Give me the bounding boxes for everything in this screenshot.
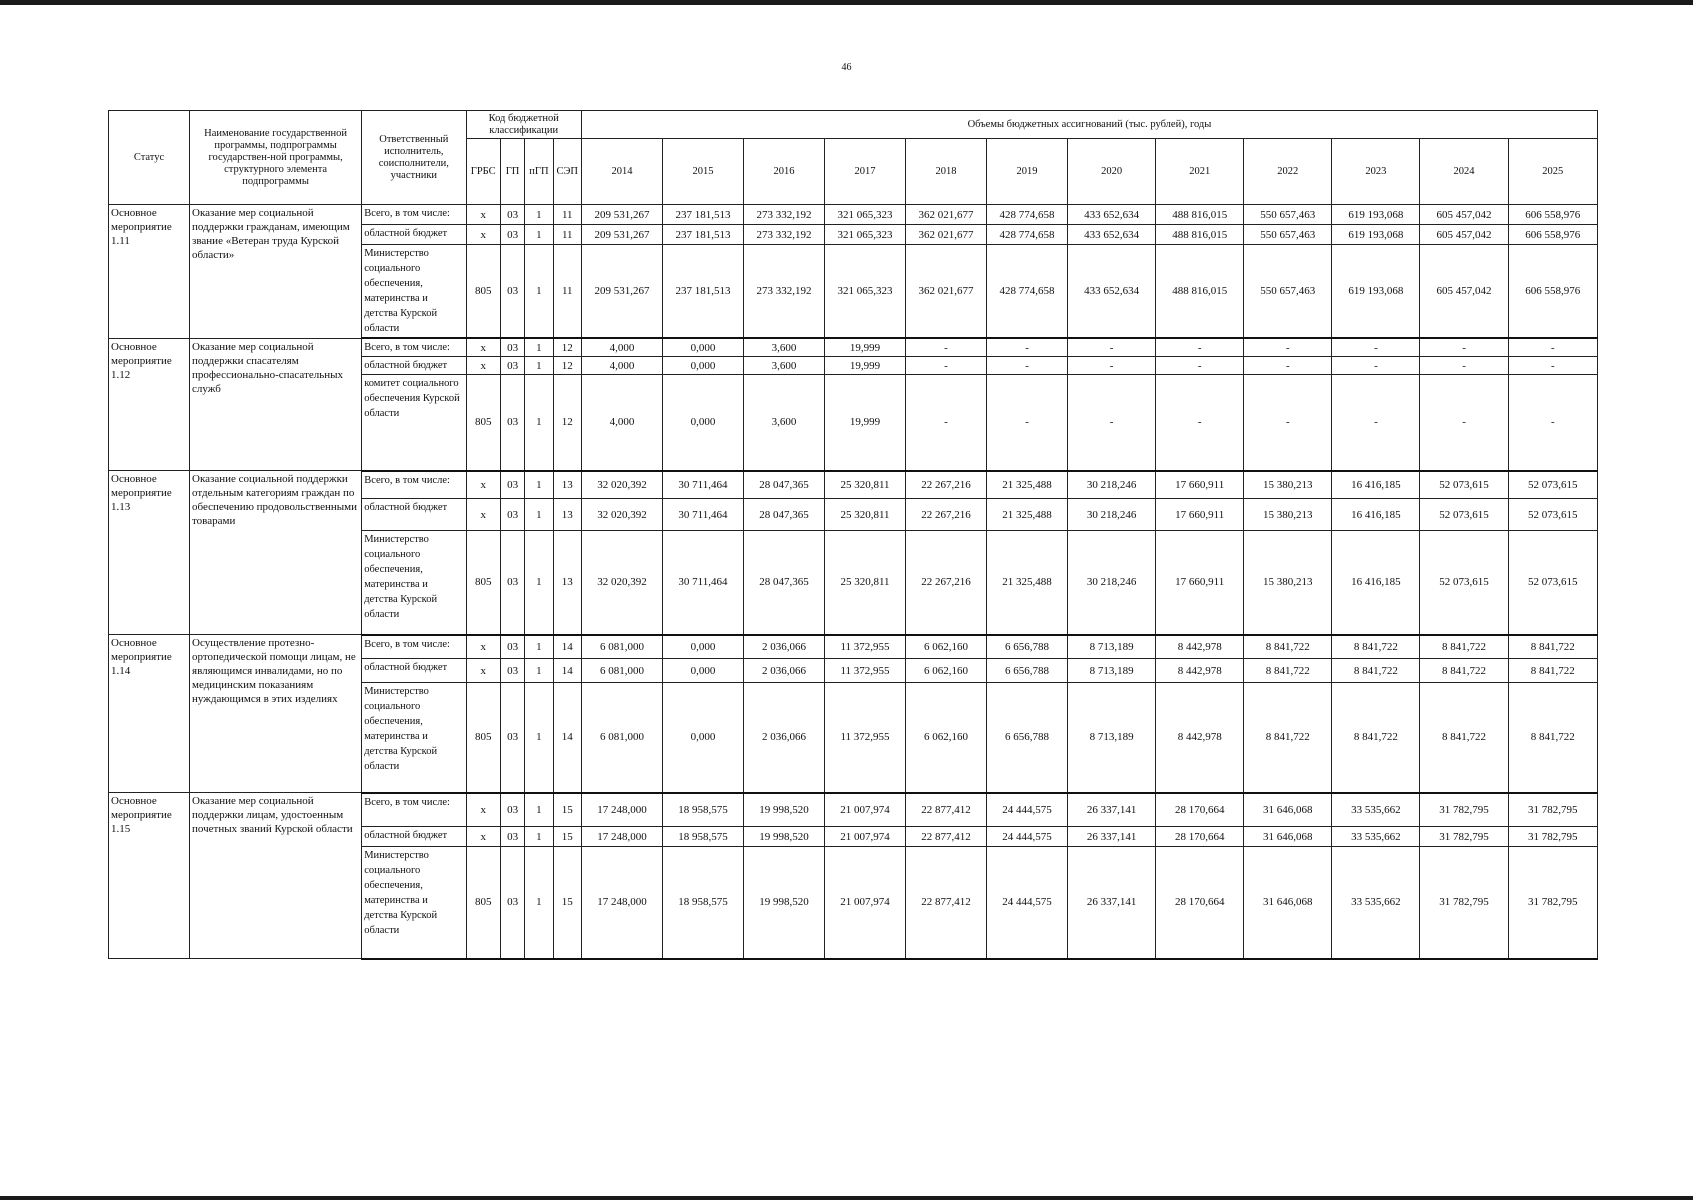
value-2019: 24 444,575	[987, 793, 1068, 827]
value-2025: 52 073,615	[1508, 471, 1597, 499]
code-pgp: 1	[525, 225, 553, 245]
header-year-2017: 2017	[824, 139, 905, 205]
value-2019: 6 656,788	[987, 635, 1068, 659]
table-row	[109, 205, 1598, 225]
value-2020: -	[1068, 375, 1156, 471]
value-2016: 19 998,520	[743, 847, 824, 959]
executor-cell: Всего, в том числе:	[362, 338, 466, 357]
value-2020: -	[1068, 338, 1156, 357]
value-2015: 0,000	[662, 635, 743, 659]
value-2016: 273 332,192	[743, 245, 824, 339]
code-grbs: х	[466, 471, 500, 499]
value-2021: 28 170,664	[1156, 847, 1244, 959]
value-2015: 18 958,575	[662, 827, 743, 847]
value-2019: -	[987, 338, 1068, 357]
value-2014: 6 081,000	[581, 659, 662, 683]
code-pgp: 1	[525, 659, 553, 683]
value-2017: 21 007,974	[824, 847, 905, 959]
value-2014: 32 020,392	[581, 499, 662, 531]
value-2025: -	[1508, 357, 1597, 375]
value-2025: 8 841,722	[1508, 683, 1597, 793]
table-row	[109, 471, 1598, 499]
executor-cell: Министерство социального обеспечения, материнства и детства Курской области	[362, 683, 466, 793]
value-2024: 8 841,722	[1420, 635, 1508, 659]
value-2016: 19 998,520	[743, 793, 824, 827]
value-2021: -	[1156, 375, 1244, 471]
value-2025: 8 841,722	[1508, 659, 1597, 683]
code-pgp: 1	[525, 793, 553, 827]
code-gp: 03	[500, 375, 524, 471]
value-2020: 26 337,141	[1068, 847, 1156, 959]
value-2016: 2 036,066	[743, 683, 824, 793]
value-2021: 28 170,664	[1156, 793, 1244, 827]
value-2016: 273 332,192	[743, 205, 824, 225]
code-gp: 03	[500, 827, 524, 847]
code-sep: 13	[553, 531, 581, 635]
value-2024: 31 782,795	[1420, 793, 1508, 827]
header-code-grbs: ГРБС	[466, 139, 500, 205]
value-2018: 22 877,412	[906, 827, 987, 847]
value-2021: 488 816,015	[1156, 225, 1244, 245]
value-2020: 8 713,189	[1068, 635, 1156, 659]
header-year-2021: 2021	[1156, 139, 1244, 205]
value-2024: 605 457,042	[1420, 245, 1508, 339]
value-2016: 2 036,066	[743, 635, 824, 659]
code-sep: 15	[553, 827, 581, 847]
value-2015: 30 711,464	[662, 531, 743, 635]
value-2016: 3,600	[743, 338, 824, 357]
code-sep: 11	[553, 245, 581, 339]
scan-bottom-edge	[0, 1196, 1693, 1200]
value-2015: 18 958,575	[662, 793, 743, 827]
executor-cell: областной бюджет	[362, 659, 466, 683]
code-sep: 14	[553, 659, 581, 683]
value-2023: -	[1332, 338, 1420, 357]
value-2025: 31 782,795	[1508, 793, 1597, 827]
value-2014: 6 081,000	[581, 635, 662, 659]
code-grbs: х	[466, 225, 500, 245]
value-2015: 237 181,513	[662, 245, 743, 339]
header-code-group: Код бюджетной классификации	[466, 111, 581, 139]
code-gp: 03	[500, 471, 524, 499]
code-gp: 03	[500, 245, 524, 339]
value-2014: 4,000	[581, 375, 662, 471]
code-pgp: 1	[525, 357, 553, 375]
header-year-2015: 2015	[662, 139, 743, 205]
measure-name: Оказание мер социальной поддержки гражданам, имеющим звание «Ветеран труда Курской области»	[190, 205, 362, 339]
value-2025: -	[1508, 375, 1597, 471]
header-year-2018: 2018	[906, 139, 987, 205]
code-sep: 15	[553, 847, 581, 959]
code-pgp: 1	[525, 635, 553, 659]
value-2024: 31 782,795	[1420, 827, 1508, 847]
value-2019: 428 774,658	[987, 245, 1068, 339]
value-2015: 0,000	[662, 375, 743, 471]
header-year-2019: 2019	[987, 139, 1068, 205]
measure-name: Осуществление протезно-ортопедической помощи лицам, не являющимся инвалидами, но по медицинским показаниям нуждающимся в этих изделиях	[190, 635, 362, 793]
code-gp: 03	[500, 225, 524, 245]
value-2014: 4,000	[581, 338, 662, 357]
value-2023: 8 841,722	[1332, 683, 1420, 793]
value-2016: 3,600	[743, 357, 824, 375]
code-pgp: 1	[525, 375, 553, 471]
value-2020: -	[1068, 357, 1156, 375]
value-2023: 16 416,185	[1332, 471, 1420, 499]
header-year-2014: 2014	[581, 139, 662, 205]
value-2017: 321 065,323	[824, 245, 905, 339]
value-2017: 19,999	[824, 375, 905, 471]
value-2025: 606 558,976	[1508, 225, 1597, 245]
executor-cell: областной бюджет	[362, 225, 466, 245]
value-2014: 17 248,000	[581, 847, 662, 959]
measure-status: Основное мероприятие 1.15	[109, 793, 190, 959]
header-code-gp: ГП	[500, 139, 524, 205]
measure-status: Основное мероприятие 1.12	[109, 338, 190, 471]
value-2019: -	[987, 375, 1068, 471]
value-2016: 28 047,365	[743, 471, 824, 499]
value-2018: -	[906, 338, 987, 357]
code-pgp: 1	[525, 827, 553, 847]
value-2023: 33 535,662	[1332, 793, 1420, 827]
value-2022: 15 380,213	[1244, 499, 1332, 531]
table-row	[109, 793, 1598, 827]
value-2017: 11 372,955	[824, 635, 905, 659]
value-2020: 8 713,189	[1068, 683, 1156, 793]
code-pgp: 1	[525, 499, 553, 531]
header-year-2016: 2016	[743, 139, 824, 205]
value-2017: 321 065,323	[824, 205, 905, 225]
code-gp: 03	[500, 659, 524, 683]
code-sep: 11	[553, 225, 581, 245]
page-number: 46	[841, 62, 852, 73]
value-2021: 488 816,015	[1156, 245, 1244, 339]
value-2022: 15 380,213	[1244, 531, 1332, 635]
code-grbs: х	[466, 205, 500, 225]
code-grbs: 805	[466, 531, 500, 635]
code-grbs: х	[466, 827, 500, 847]
value-2022: 550 657,463	[1244, 245, 1332, 339]
code-grbs: х	[466, 793, 500, 827]
measure-status: Основное мероприятие 1.13	[109, 471, 190, 635]
value-2015: 237 181,513	[662, 205, 743, 225]
value-2022: 31 646,068	[1244, 847, 1332, 959]
header-name: Наименование государственной программы, подпрограммы государствен-ной программы, структурного элемента подпрограммы	[190, 111, 362, 205]
value-2018: 6 062,160	[906, 683, 987, 793]
code-grbs: х	[466, 635, 500, 659]
value-2025: 606 558,976	[1508, 245, 1597, 339]
value-2016: 2 036,066	[743, 659, 824, 683]
measure-name: Оказание мер социальной поддержки спасателям профессионально-спасательных служб	[190, 338, 362, 471]
value-2024: 31 782,795	[1420, 847, 1508, 959]
header-code-sep: СЭП	[553, 139, 581, 205]
executor-cell: Всего, в том числе:	[362, 793, 466, 827]
value-2017: 21 007,974	[824, 793, 905, 827]
header-executor: Ответственный исполнитель, соисполнители, участники	[362, 111, 466, 205]
value-2020: 26 337,141	[1068, 793, 1156, 827]
value-2025: 52 073,615	[1508, 531, 1597, 635]
budget-allocation-table	[108, 110, 1598, 960]
table-body	[109, 205, 1598, 959]
value-2025: 52 073,615	[1508, 499, 1597, 531]
value-2018: 362 021,677	[906, 225, 987, 245]
value-2020: 433 652,634	[1068, 225, 1156, 245]
value-2015: 0,000	[662, 659, 743, 683]
value-2020: 30 218,246	[1068, 531, 1156, 635]
value-2024: 8 841,722	[1420, 659, 1508, 683]
code-grbs: 805	[466, 375, 500, 471]
value-2022: -	[1244, 357, 1332, 375]
value-2015: 0,000	[662, 357, 743, 375]
value-2021: 17 660,911	[1156, 471, 1244, 499]
code-sep: 11	[553, 205, 581, 225]
code-gp: 03	[500, 205, 524, 225]
executor-cell: Министерство социального обеспечения, материнства и детства Курской области	[362, 245, 466, 339]
code-gp: 03	[500, 338, 524, 357]
header-status: Статус	[109, 111, 190, 205]
value-2023: 33 535,662	[1332, 827, 1420, 847]
value-2023: -	[1332, 357, 1420, 375]
executor-cell: областной бюджет	[362, 357, 466, 375]
code-sep: 14	[553, 683, 581, 793]
code-grbs: 805	[466, 245, 500, 339]
value-2016: 28 047,365	[743, 499, 824, 531]
code-grbs: х	[466, 338, 500, 357]
executor-cell: Министерство социального обеспечения, материнства и детства Курской области	[362, 531, 466, 635]
value-2023: 8 841,722	[1332, 635, 1420, 659]
value-2021: 8 442,978	[1156, 659, 1244, 683]
value-2017: 25 320,811	[824, 471, 905, 499]
value-2015: 0,000	[662, 683, 743, 793]
executor-cell: Всего, в том числе:	[362, 471, 466, 499]
value-2025: -	[1508, 338, 1597, 357]
code-pgp: 1	[525, 471, 553, 499]
value-2015: 0,000	[662, 338, 743, 357]
value-2024: 8 841,722	[1420, 683, 1508, 793]
value-2020: 433 652,634	[1068, 245, 1156, 339]
value-2019: 428 774,658	[987, 225, 1068, 245]
code-pgp: 1	[525, 245, 553, 339]
value-2017: 321 065,323	[824, 225, 905, 245]
code-gp: 03	[500, 793, 524, 827]
value-2018: 22 877,412	[906, 793, 987, 827]
value-2024: -	[1420, 338, 1508, 357]
value-2019: 6 656,788	[987, 659, 1068, 683]
code-gp: 03	[500, 531, 524, 635]
executor-cell: комитет социального обеспечения Курской области	[362, 375, 466, 471]
value-2015: 30 711,464	[662, 471, 743, 499]
value-2022: 550 657,463	[1244, 205, 1332, 225]
value-2019: 21 325,488	[987, 499, 1068, 531]
value-2023: 619 193,068	[1332, 205, 1420, 225]
value-2022: 550 657,463	[1244, 225, 1332, 245]
executor-cell: областной бюджет	[362, 499, 466, 531]
value-2022: -	[1244, 338, 1332, 357]
value-2019: 21 325,488	[987, 531, 1068, 635]
value-2017: 19,999	[824, 338, 905, 357]
value-2023: 16 416,185	[1332, 499, 1420, 531]
value-2019: 24 444,575	[987, 827, 1068, 847]
value-2017: 11 372,955	[824, 659, 905, 683]
value-2021: -	[1156, 338, 1244, 357]
value-2020: 8 713,189	[1068, 659, 1156, 683]
value-2014: 209 531,267	[581, 225, 662, 245]
code-sep: 15	[553, 793, 581, 827]
value-2018: 22 877,412	[906, 847, 987, 959]
code-gp: 03	[500, 635, 524, 659]
value-2022: 8 841,722	[1244, 659, 1332, 683]
value-2019: 428 774,658	[987, 205, 1068, 225]
value-2023: 33 535,662	[1332, 847, 1420, 959]
value-2014: 209 531,267	[581, 205, 662, 225]
value-2020: 433 652,634	[1068, 205, 1156, 225]
value-2015: 18 958,575	[662, 847, 743, 959]
code-sep: 12	[553, 375, 581, 471]
value-2017: 21 007,974	[824, 827, 905, 847]
code-sep: 14	[553, 635, 581, 659]
executor-cell: Всего, в том числе:	[362, 205, 466, 225]
value-2021: -	[1156, 357, 1244, 375]
code-pgp: 1	[525, 205, 553, 225]
header-code-pgp: пГП	[525, 139, 553, 205]
header-year-2020: 2020	[1068, 139, 1156, 205]
header-volume-group: Объемы бюджетных ассигнований (тыс. рублей), годы	[581, 111, 1597, 139]
code-grbs: х	[466, 499, 500, 531]
code-grbs: х	[466, 659, 500, 683]
value-2024: 52 073,615	[1420, 531, 1508, 635]
code-sep: 12	[553, 338, 581, 357]
value-2018: 362 021,677	[906, 245, 987, 339]
value-2019: -	[987, 357, 1068, 375]
value-2015: 237 181,513	[662, 225, 743, 245]
value-2019: 6 656,788	[987, 683, 1068, 793]
code-gp: 03	[500, 683, 524, 793]
value-2023: 619 193,068	[1332, 245, 1420, 339]
value-2022: 31 646,068	[1244, 793, 1332, 827]
value-2024: 605 457,042	[1420, 205, 1508, 225]
value-2020: 26 337,141	[1068, 827, 1156, 847]
table-row	[109, 338, 1598, 357]
value-2021: 17 660,911	[1156, 531, 1244, 635]
value-2016: 3,600	[743, 375, 824, 471]
value-2016: 28 047,365	[743, 531, 824, 635]
code-pgp: 1	[525, 338, 553, 357]
value-2024: -	[1420, 375, 1508, 471]
value-2015: 30 711,464	[662, 499, 743, 531]
executor-cell: Министерство социального обеспечения, материнства и детства Курской области	[362, 847, 466, 959]
value-2019: 21 325,488	[987, 471, 1068, 499]
value-2023: -	[1332, 375, 1420, 471]
value-2025: 31 782,795	[1508, 827, 1597, 847]
value-2023: 8 841,722	[1332, 659, 1420, 683]
header-row-top	[109, 111, 1598, 139]
value-2022: 31 646,068	[1244, 827, 1332, 847]
value-2014: 32 020,392	[581, 471, 662, 499]
measure-name: Оказание социальной поддержки отдельным категориям граждан по обеспечению продовольственными товарами	[190, 471, 362, 635]
measure-name: Оказание мер социальной поддержки лицам, удостоенным почетных званий Курской области	[190, 793, 362, 959]
value-2018: -	[906, 375, 987, 471]
value-2025: 606 558,976	[1508, 205, 1597, 225]
value-2020: 30 218,246	[1068, 499, 1156, 531]
value-2023: 16 416,185	[1332, 531, 1420, 635]
header-year-2024: 2024	[1420, 139, 1508, 205]
value-2022: 15 380,213	[1244, 471, 1332, 499]
code-pgp: 1	[525, 531, 553, 635]
value-2014: 32 020,392	[581, 531, 662, 635]
value-2025: 8 841,722	[1508, 635, 1597, 659]
code-gp: 03	[500, 499, 524, 531]
value-2016: 19 998,520	[743, 827, 824, 847]
value-2025: 31 782,795	[1508, 847, 1597, 959]
value-2014: 209 531,267	[581, 245, 662, 339]
code-grbs: 805	[466, 847, 500, 959]
value-2017: 25 320,811	[824, 499, 905, 531]
value-2022: 8 841,722	[1244, 635, 1332, 659]
value-2018: 22 267,216	[906, 531, 987, 635]
value-2018: 6 062,160	[906, 635, 987, 659]
value-2021: 28 170,664	[1156, 827, 1244, 847]
value-2014: 4,000	[581, 357, 662, 375]
value-2018: 22 267,216	[906, 499, 987, 531]
code-sep: 13	[553, 499, 581, 531]
executor-cell: областной бюджет	[362, 827, 466, 847]
value-2017: 19,999	[824, 357, 905, 375]
value-2016: 273 332,192	[743, 225, 824, 245]
value-2021: 17 660,911	[1156, 499, 1244, 531]
code-sep: 12	[553, 357, 581, 375]
executor-cell: Всего, в том числе:	[362, 635, 466, 659]
value-2022: 8 841,722	[1244, 683, 1332, 793]
value-2018: 22 267,216	[906, 471, 987, 499]
code-pgp: 1	[525, 683, 553, 793]
value-2014: 17 248,000	[581, 793, 662, 827]
scan-top-edge	[0, 0, 1693, 5]
code-sep: 13	[553, 471, 581, 499]
code-gp: 03	[500, 847, 524, 959]
value-2021: 8 442,978	[1156, 683, 1244, 793]
value-2014: 17 248,000	[581, 827, 662, 847]
code-pgp: 1	[525, 847, 553, 959]
value-2024: 52 073,615	[1420, 499, 1508, 531]
value-2021: 8 442,978	[1156, 635, 1244, 659]
value-2018: -	[906, 357, 987, 375]
header-year-2023: 2023	[1332, 139, 1420, 205]
value-2017: 11 372,955	[824, 683, 905, 793]
measure-status: Основное мероприятие 1.14	[109, 635, 190, 793]
code-grbs: 805	[466, 683, 500, 793]
value-2024: 605 457,042	[1420, 225, 1508, 245]
value-2020: 30 218,246	[1068, 471, 1156, 499]
header-year-2022: 2022	[1244, 139, 1332, 205]
value-2021: 488 816,015	[1156, 205, 1244, 225]
measure-status: Основное мероприятие 1.11	[109, 205, 190, 339]
value-2022: -	[1244, 375, 1332, 471]
value-2024: 52 073,615	[1420, 471, 1508, 499]
code-grbs: х	[466, 357, 500, 375]
code-gp: 03	[500, 357, 524, 375]
value-2023: 619 193,068	[1332, 225, 1420, 245]
value-2017: 25 320,811	[824, 531, 905, 635]
value-2018: 6 062,160	[906, 659, 987, 683]
value-2019: 24 444,575	[987, 847, 1068, 959]
value-2018: 362 021,677	[906, 205, 987, 225]
header-year-2025: 2025	[1508, 139, 1597, 205]
table-row	[109, 635, 1598, 659]
value-2014: 6 081,000	[581, 683, 662, 793]
value-2024: -	[1420, 357, 1508, 375]
